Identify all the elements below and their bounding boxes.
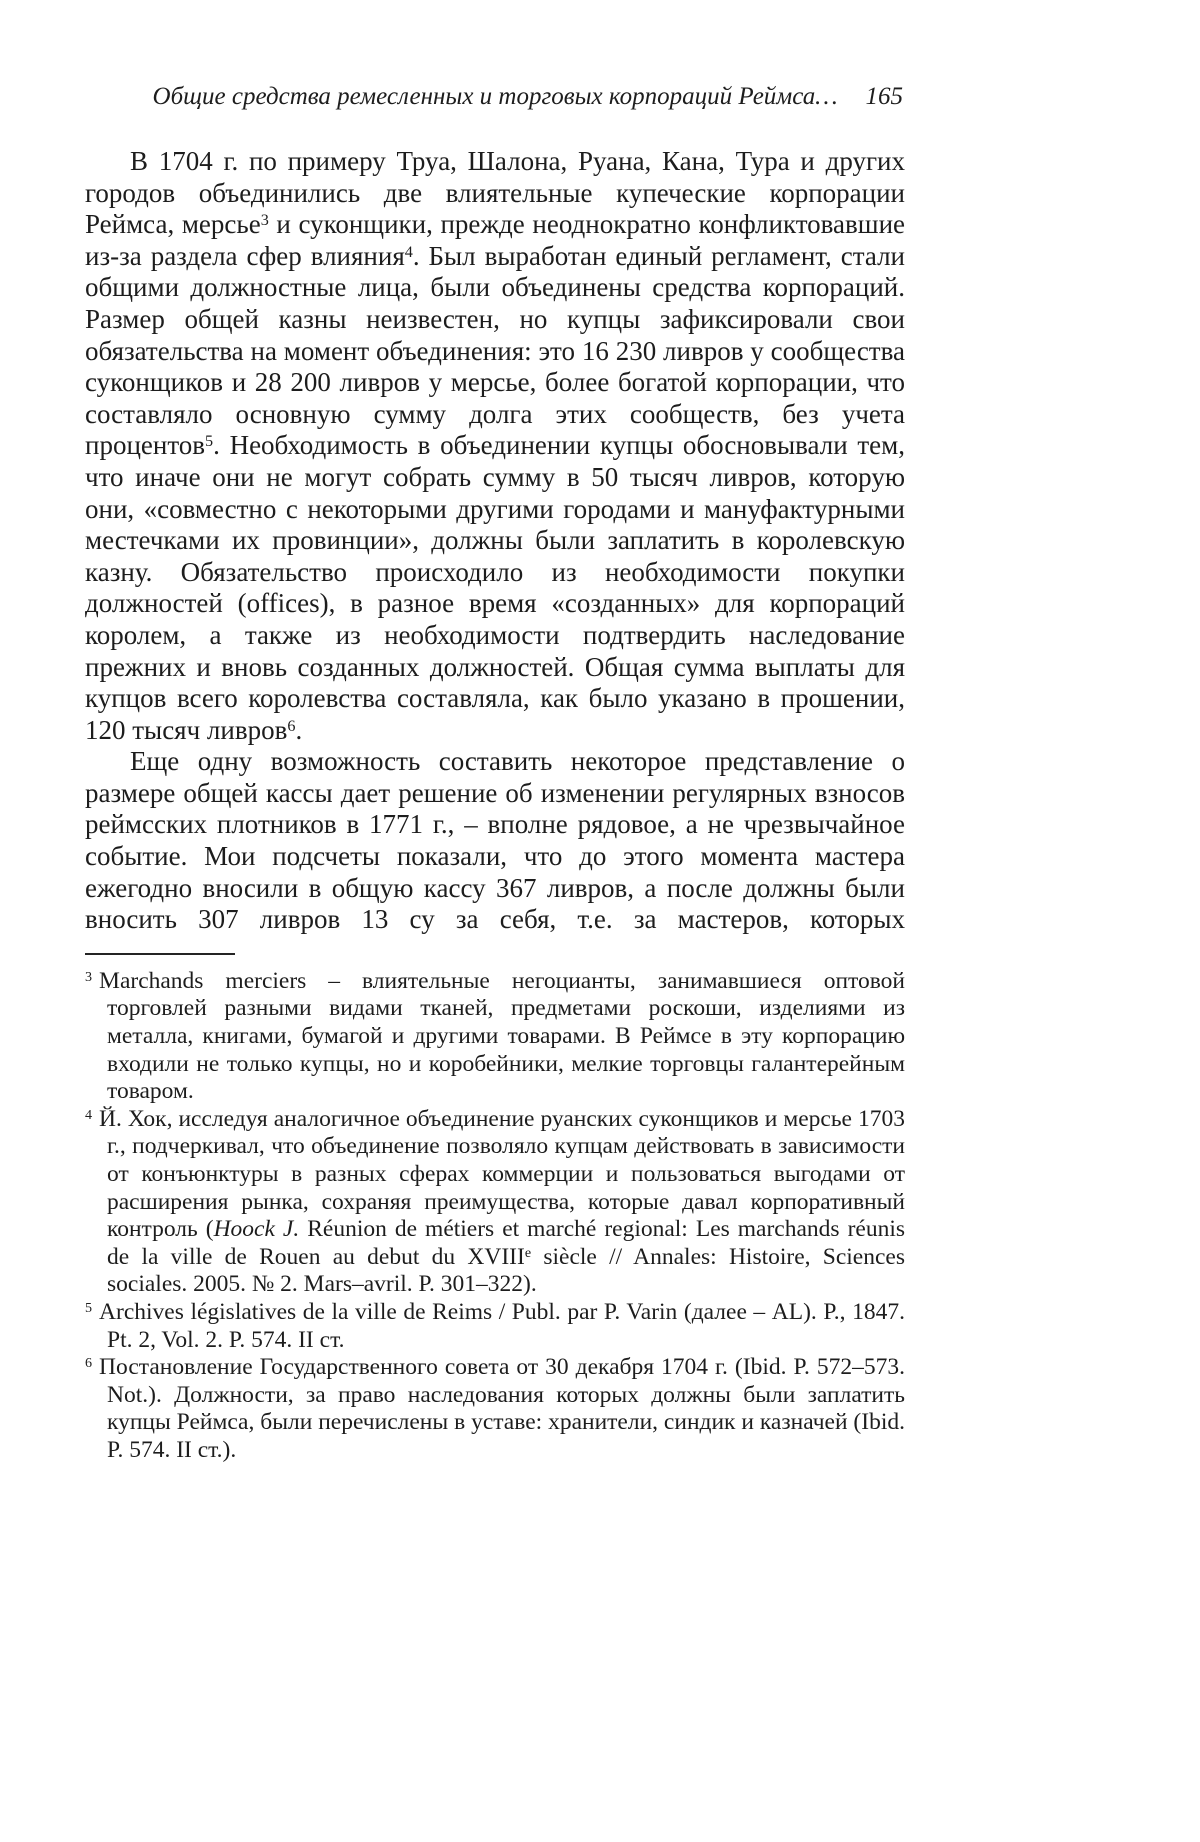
page-number: 165 (865, 83, 903, 110)
body-paragraph-2: Еще одну возможность составить некоторое представление о размере общей кассы дает решение об изменении регулярных взносов реймсских плотников в 1771 г., – вполне рядовое, а не чрезвычайное событие. Мои подсчеты показали, что до этого момента мастера ежегодно вносили в общую кассу 367 ливров, а после должны были вносить 307 ливров 13 су за себя, т.е. за мастеров, которых (85, 746, 905, 935)
footnote-3-text: Marchands merciers – влиятельные негоцианты, занимавшиеся оптовой торговлей разными видами тканей, предметами роскоши, изделиями из металла, книгами, бумагой и другими товарами. В Реймсе в эту корпорацию входили не только купцы, но и коробейники, мелкие торговцы галантерейным товаром. (99, 967, 905, 1105)
footnote-5 (85, 1299, 905, 1354)
footnote-4-text: Й. Хок, исследуя аналогичное объединение руанских суконщиков и мерсье 1703 г., подчеркивал, что объединение позволяло купцам действовать в зависимости от конъюнктуры в разных сферах коммерции и пользоваться выгодами от расширения рынка, сохраняя преимущества, которые давал корпоративный контроль (Hoock J. Réunion de métiers et marché regional: Les marchands réunis de la ville de Rouen au debut du XVIIIe siècle // Annales: Histoire, Sciences sociales. 2005. № 2. Mars–avril. P. 301–322). (99, 1105, 905, 1298)
running-header-title: Общие средства ремесленных и торговых корпораций Реймса… (152, 83, 838, 110)
footnote-6 (85, 1354, 905, 1464)
body-text (85, 146, 905, 936)
footnotes-section (85, 968, 905, 1465)
footnote-3 (85, 968, 905, 1106)
footnote-4-marker: 4 (85, 1106, 93, 1123)
running-header (85, 82, 905, 112)
footnote-5-text: Archives législatives de la ville de Reims / Publ. par P. Varin (далее – AL). P., 1847. Pt. 2, Vol. 2. P. 574. II ст. (99, 1298, 905, 1353)
content-area (85, 82, 905, 1465)
body-paragraph-1: В 1704 г. по примеру Труа, Шалона, Руана, Кана, Тура и других городов объединились две влиятельные купеческие корпорации Реймса, мерсье$^3$ и суконщики, прежде неоднократно конфликтовавшие из-за раздела сфер влияния$^4$. Был выработан единый регламент, стали общими должностные лица, были объединены средства корпораций. Размер общей казны неизвестен, но купцы зафиксировали свои обязательства на момент объединения: это 16 230 ливров у сообщества суконщиков и 28 200 ливров у мерсье, более богатой корпорации, что составляло основную сумму долга этих сообществ, без учета процентов$^5$. Необходимость в объединении купцы обосновывали тем, что иначе они не могут собрать сумму в 50 тысяч ливров, которую они, «совместно с некоторыми другими городами и мануфактурными местечками их провинции», должны были заплатить в королевскую казну. Обязательство происходило из необходимости покупки должностей (offices), в разное время «созданных» для корпораций королем, а также из необходимости подтвердить наследование прежних и вновь созданных должностей. Общая сумма выплаты для купцов всего королевства составляла, как было указано в прошении, 120 тысяч ливров$^6$. (85, 146, 905, 745)
footnote-3-marker: 3 (85, 968, 93, 985)
footnote-6-marker: 6 (85, 1355, 93, 1372)
footnote-4 (85, 1106, 905, 1299)
footnote-5-marker: 5 (85, 1299, 93, 1316)
footnote-6-text: Постановление Государственного совета от 30 декабря 1704 г. (Ibid. P. 572–573. Not.). Должности, за право наследования которых должны были заплатить купцы Реймса, были перечислены в уставе: хранители, синдик и казначей (Ibid. P. 574. II ст.). (99, 1354, 905, 1463)
footnote-separator (85, 953, 235, 955)
